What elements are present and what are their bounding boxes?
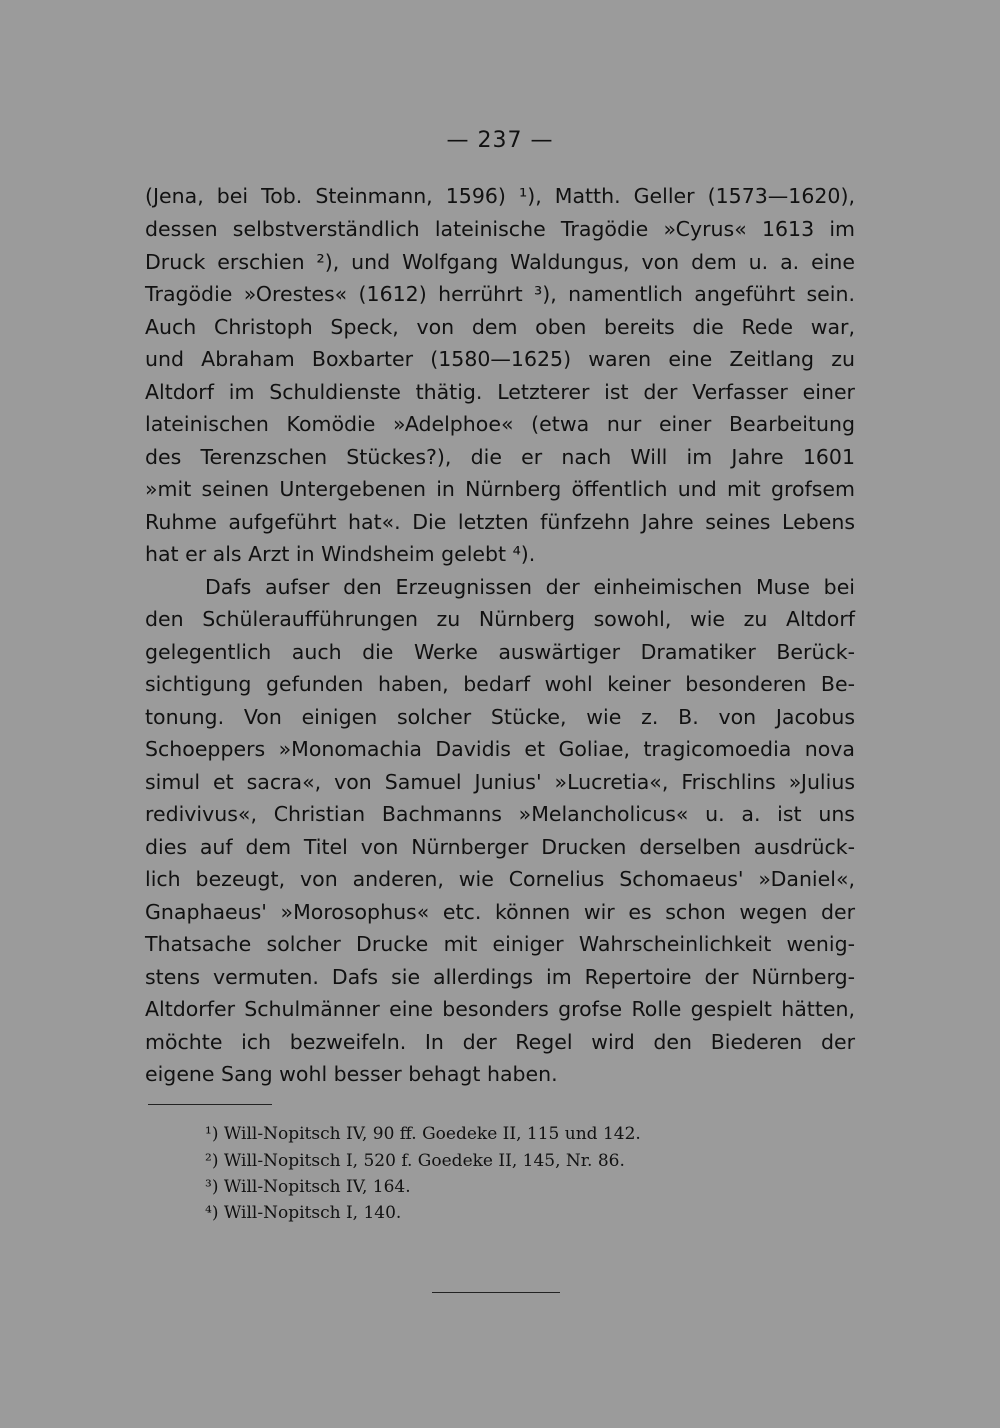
footnote: ²) Will-Nopitsch I, 520 f. Goedeke II, 145, Nr. 86. — [205, 1151, 625, 1171]
text-line: dessen selbstverständlich lateinische Tragödie »Cyrus« 1613 im — [145, 217, 855, 241]
text-line: lich bezeugt, von anderen, wie Cornelius Schomaeus' »Daniel«, — [145, 867, 855, 891]
text-line: Altdorf im Schuldienste thätig. Letzterer ist der Verfasser einer — [145, 380, 855, 404]
text-line: tonung. Von einigen solcher Stücke, wie z. B. von Jacobus — [145, 705, 855, 729]
footnote: ⁴) Will-Nopitsch I, 140. — [205, 1203, 402, 1223]
text-line: des Terenzschen Stückes?), die er nach Will im Jahre 1601 — [145, 445, 855, 469]
text-line: Thatsache solcher Drucke mit einiger Wahrscheinlichkeit wenig- — [145, 932, 855, 956]
footnote: ¹) Will-Nopitsch IV, 90 ff. Goedeke II, 115 und 142. — [205, 1124, 641, 1144]
text-line: Gnaphaeus' »Morosophus« etc. können wir es schon wegen der — [145, 900, 855, 924]
text-line: möchte ich bezweifeln. In der Regel wird den Biederen der — [145, 1030, 855, 1054]
bottom-rule — [432, 1292, 560, 1293]
text-line: sichtigung gefunden haben, bedarf wohl keiner besonderen Be- — [145, 672, 855, 696]
text-line: redivivus«, Christian Bachmanns »Melancholicus« u. a. ist uns — [145, 802, 855, 826]
text-line: Tragödie »Orestes« (1612) herrührt ³), namentlich angeführt sein. — [145, 282, 855, 306]
text-line: Druck erschien ²), und Wolfgang Waldungus, von dem u. a. eine — [145, 250, 855, 274]
text-line: Schoeppers »Monomachia Davidis et Goliae, tragicomoedia nova — [145, 737, 855, 761]
text-line: Ruhme aufgeführt hat«. Die letzten fünfzehn Jahre seines Lebens — [145, 510, 855, 534]
footnote: ³) Will-Nopitsch IV, 164. — [205, 1177, 411, 1197]
text-line: hat er als Arzt in Windsheim gelebt ⁴). — [145, 542, 536, 566]
text-line: Altdorfer Schulmänner eine besonders grofse Rolle gespielt hätten, — [145, 997, 855, 1021]
text-line: dies auf dem Titel von Nürnberger Drucken derselben ausdrück- — [145, 835, 855, 859]
paragraph-first-line: Dafs aufser den Erzeugnissen der einheimischen Muse bei — [205, 575, 855, 599]
page-number: — 237 — — [446, 128, 554, 153]
text-line: den Schüleraufführungen zu Nürnberg sowohl, wie zu Altdorf — [145, 607, 855, 631]
text-line: Auch Christoph Speck, von dem oben bereits die Rede war, — [145, 315, 855, 339]
text-line: simul et sacra«, von Samuel Junius' »Lucretia«, Frischlins »Julius — [145, 770, 855, 794]
text-line: »mit seinen Untergebenen in Nürnberg öffentlich und mit grofsem — [145, 477, 855, 501]
footnote-separator — [148, 1104, 272, 1105]
text-line: eigene Sang wohl besser behagt haben. — [145, 1062, 558, 1086]
text-line: (Jena, bei Tob. Steinmann, 1596) ¹), Matth. Geller (1573—1620), — [145, 184, 855, 208]
text-line: lateinischen Komödie »Adelphoe« (etwa nur einer Bearbeitung — [145, 412, 855, 436]
text-line: gelegentlich auch die Werke auswärtiger Dramatiker Berück- — [145, 640, 855, 664]
text-line: und Abraham Boxbarter (1580—1625) waren eine Zeitlang zu — [145, 347, 855, 371]
text-line: stens vermuten. Dafs sie allerdings im Repertoire der Nürnberg- — [145, 965, 855, 989]
